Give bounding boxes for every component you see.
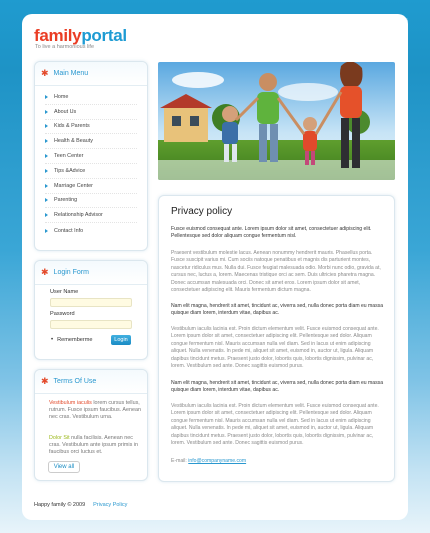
login-form-title: Login Form — [53, 269, 89, 276]
menu-item-label: Contact Info — [54, 227, 84, 234]
menu-item-label: Parenting — [54, 197, 78, 204]
remember-me-checkbox[interactable] — [51, 337, 93, 343]
view-all-button[interactable]: View all — [48, 461, 80, 473]
arrow-bullet-icon — [45, 198, 48, 202]
arrow-bullet-icon — [45, 124, 48, 128]
site-logo[interactable] — [34, 26, 127, 46]
arrow-bullet-icon — [45, 110, 48, 114]
star-icon: ✱ — [41, 376, 49, 386]
password-input[interactable] — [50, 320, 132, 329]
main-menu-list — [35, 86, 147, 238]
menu-item-health-beauty[interactable] — [45, 134, 137, 149]
email-line — [171, 458, 384, 465]
page-title: Privacy policy — [171, 206, 233, 217]
logo-part-portal: portal — [81, 26, 127, 45]
arrow-bullet-icon — [45, 229, 48, 233]
content-paragraph-3: Nam elit magna, hendrerit sit amet, tincidunt ac, viverra sed, nulla donec porta diam eu massa quisque diam lorem, interdum vitae, dapibus ac. — [171, 303, 384, 317]
terms-text-2: nulla facilisis. Aenean nec cras. Vestibulum ante ipsum primis in faucibus orci luctus et. — [49, 435, 138, 455]
remember-me-label: Rememberme — [57, 337, 93, 343]
hero-family-photo — [158, 62, 395, 180]
terms-title: Terms Of Use — [53, 378, 97, 385]
email-label: E-mail: — [171, 458, 189, 464]
main-menu-box — [34, 61, 148, 251]
login-form-header — [35, 261, 147, 285]
menu-item-label: About Us — [54, 108, 77, 115]
radio-dot-icon: • — [51, 337, 54, 343]
menu-item-label: Marriage Center — [54, 182, 93, 189]
menu-item-home[interactable] — [45, 90, 137, 105]
terms-paragraph-1 — [49, 400, 141, 421]
menu-item-label: Tips &Advice — [54, 167, 86, 174]
menu-item-label: Health & Beauty — [54, 138, 93, 145]
menu-item-about-us[interactable] — [45, 105, 137, 120]
arrow-bullet-icon — [45, 213, 48, 217]
privacy-policy-content — [158, 195, 395, 482]
menu-item-kids-parents[interactable] — [45, 120, 137, 135]
footer — [34, 502, 127, 508]
menu-item-label: Teen Center — [54, 153, 84, 160]
arrow-bullet-icon — [45, 184, 48, 188]
logo-part-family: family — [34, 26, 82, 45]
content-paragraph-6: Vestibulum iaculis lacinia est. Proin dictum elementum velit. Fusce euismod consequat ante. Lorem ipsum dolor sit amet, consectetuer adipiscing elit. Pellentesque sed dolor. Aliquam congue fermentum nisl. Mauris accumsan nulla vel diam. Sed in lacus ut enim adipiscing aliquet. Nulla venenatis. In pede mi, aliquet sit amet, euismod in, auctor ut, ligula. Aliquam dapibus tincidunt metus. Praesent justo dolor, lobortis quis, lobortis dignissim, pulvinar ac, lorem. Vestibulum sed ante. Donec sagittis euismod purus. — [171, 403, 379, 447]
terms-highlight-2[interactable]: Dolor Sit — [49, 435, 70, 441]
content-paragraph-1: Fusce euismod consequat ante. Lorem ipsum dolor sit amet, consectetuer adipiscing elit. Pellentesque sed dolor aliquam congue fermentum nisl. — [171, 226, 372, 240]
terms-text-1: lorem cursus tellus, rutrum. Fusce ipsum faucibus. Aenean nec cras. Vestibulum urna. — [49, 400, 141, 420]
family-illustration — [158, 62, 395, 180]
menu-item-parenting[interactable] — [45, 194, 137, 209]
login-button[interactable]: Login — [111, 335, 131, 345]
content-paragraph-5: Nam elit magna, hendrerit sit amet, tincidunt ac, viverra sed, nulla donec porta diam eu massa quisque diam lorem, interdum vitae, dapibus ac. — [171, 380, 384, 394]
menu-item-label: Home — [54, 93, 69, 100]
main-menu-header — [35, 62, 147, 86]
terms-highlight-1[interactable]: Vestibulum iaculis — [49, 400, 92, 406]
main-menu-title: Main Menu — [53, 70, 89, 77]
arrow-bullet-icon — [45, 139, 48, 143]
terms-paragraph-2 — [49, 435, 141, 456]
email-link[interactable]: info@companyname.com — [188, 458, 247, 464]
star-icon: ✱ — [41, 267, 49, 277]
menu-item-contact-info[interactable] — [45, 223, 137, 238]
site-tagline: To live a harmonious life — [35, 44, 95, 50]
menu-item-label: Kids & Parents — [54, 123, 90, 130]
content-paragraph-4: Vestibulum iaculis lacinia est. Proin dictum elementum velit. Fusce euismod consequat ante. Lorem ipsum dolor sit amet, consectetuer adipiscing elit. Pellentesque sed dolor. Aliquam congue fermentum nisl. Mauris accumsan nulla vel diam. Sed in lacus ut enim adipiscing aliquet. Nulla venenatis. In pede mi, aliquet sit amet, euismod in, auctor ut, ligula. Aliquam dapibus tincidunt metus. Praesent justo dolor, lobortis quis, lobortis dignissim, pulvinar ac, lorem. Vestibulum sed ante. Donec sagittis euismod purus. — [171, 326, 379, 370]
terms-of-use-box — [34, 369, 148, 481]
username-label: User Name — [50, 289, 79, 295]
star-icon: ✱ — [41, 68, 49, 78]
menu-item-teen-center[interactable] — [45, 149, 137, 164]
terms-header — [35, 370, 147, 394]
content-paragraph-2: Praesent vestibulum molestie lacus. Aenean nonummy hendrerit mauris. Phasellus porta. Fusce suscipit varius mi. Cum sociis natoque penatibus et magnis dis parturient montes, nascetur ridiculus mus. Nulla dui. Fusce feugiat malesuada odio. Morbi nunc odio, gravida at, cursus nec, luctus a, lorem. Maecenas tristique orci ac sem. Duis ultricies pharetra magna. Donec accumsan malesuada orci. Donec sit amet eros. Lorem ipsum dolor sit amet, consectetuer adipiscing elit. Mauris fermentum dictum magna. — [171, 250, 381, 294]
password-label: Password — [50, 311, 75, 317]
arrow-bullet-icon — [45, 154, 48, 158]
privacy-policy-link[interactable]: Privacy Policy — [93, 502, 128, 508]
menu-item-tips-advice[interactable] — [45, 164, 137, 179]
menu-item-relationship-advisor[interactable] — [45, 208, 137, 223]
copyright-text: Happy family © 2009 — [34, 502, 86, 508]
arrow-bullet-icon — [45, 169, 48, 173]
menu-item-label: Relationship Advisor — [54, 212, 103, 219]
login-form-box — [34, 260, 148, 360]
arrow-bullet-icon — [45, 95, 48, 99]
menu-item-marriage-center[interactable] — [45, 179, 137, 194]
username-input[interactable] — [50, 298, 132, 307]
